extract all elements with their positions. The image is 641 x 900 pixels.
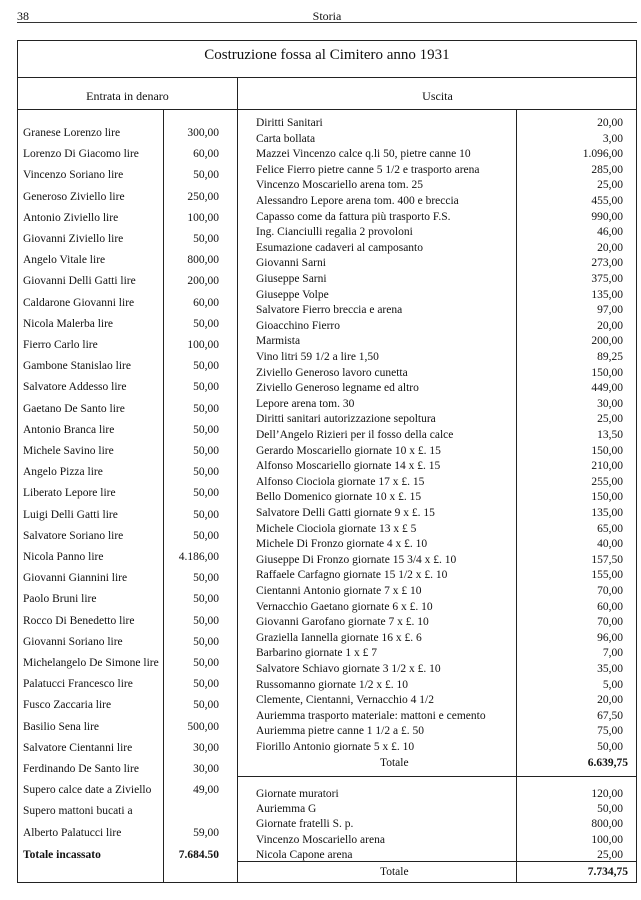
expense2-row [256, 817, 631, 832]
income-row [23, 358, 231, 375]
expense-row-amount: 449,00 [591, 382, 623, 395]
income-row-amount: 60,00 [193, 148, 219, 161]
expense-row-name: Alfonso Moscariello giornate 14 x £. 15 [256, 460, 441, 473]
expense-row-amount: 96,00 [597, 631, 623, 644]
income-row-amount: 50,00 [193, 402, 219, 415]
expense-row-name: Ziviello Generoso lavoro cunetta [256, 366, 408, 379]
expense-row-name: Michele Di Fronzo giornate 4 x £. 10 [256, 538, 428, 551]
income-row-name: Salvatore Cientanni lire [23, 741, 133, 754]
expense-row-amount: 255,00 [591, 475, 623, 488]
income-row-name: Vincenzo Soriano lire [23, 169, 124, 182]
expense2-row-amount: 50,00 [597, 803, 623, 816]
expense2-row-amount: 120,00 [591, 788, 623, 800]
expense2-row-name: Giornate muratori [256, 788, 339, 800]
income-row [23, 443, 231, 460]
income-row-amount: 30,00 [193, 763, 219, 775]
income-row-name: Giovanni Ziviello lire [23, 233, 124, 245]
income-row-amount: 4.186,00 [178, 551, 219, 563]
expense2-row [256, 787, 631, 802]
income-row-amount: 50,00 [193, 678, 219, 691]
income-row [23, 740, 231, 757]
expense-row-name: Esumazione cadaveri al camposanto [256, 241, 423, 254]
income-row-name: Paolo Bruni lire [23, 593, 97, 606]
expense-row-amount: 455,00 [591, 195, 623, 207]
income-row [23, 697, 231, 714]
income-row-name: Fierro Carlo lire [23, 339, 98, 351]
expense-row [256, 709, 631, 724]
expense-row [256, 163, 631, 178]
expense-row-amount: 135,00 [591, 507, 623, 519]
expense-row [256, 522, 631, 537]
income-row [23, 401, 231, 418]
income-row [23, 337, 231, 354]
income-row-amount: 50,00 [193, 317, 219, 330]
expense-row [256, 412, 631, 427]
expense-row-name: Vernacchio Gaetano giornate 6 x £. 10 [256, 600, 433, 613]
income-row [23, 761, 231, 778]
expense-row-amount: 70,00 [597, 585, 623, 597]
expense-row-amount: 155,00 [591, 569, 623, 582]
expense2-total-label: Totale [380, 866, 409, 878]
expense-header-rule [237, 109, 636, 110]
income-row-amount: 500,00 [187, 720, 219, 733]
expense-row-amount: 1.096,00 [582, 148, 623, 161]
expense-row [256, 600, 631, 615]
income-header-rule [18, 109, 237, 110]
income-header: Entrata in denaro [86, 89, 169, 103]
expense-row-name: Ziviello Generoso legname ed altro [256, 382, 419, 395]
income-row-name: Michele Savino lire [23, 445, 114, 457]
expense-row-amount: 20,00 [597, 694, 623, 707]
expense-row-amount: 13,50 [597, 429, 623, 441]
expense-row-name: Alfonso Ciociola giornate 17 x £. 15 [256, 475, 425, 488]
income-total-label: Totale incassato [23, 849, 101, 861]
section-title: Storia [312, 9, 342, 23]
expense-row-amount: 135,00 [591, 288, 623, 301]
income-row-name: Angelo Pizza lire [23, 466, 103, 479]
income-row-name: Gambone Stanislao lire [23, 360, 131, 373]
expense-row-name: Giuseppe Volpe [256, 288, 329, 301]
expense-row-name: Russomanno giornate 1/2 x £. 10 [256, 678, 409, 691]
income-row-amount: 30,00 [193, 741, 219, 754]
expense-row-amount: 46,00 [597, 226, 623, 239]
expense2-total-divider [237, 861, 636, 862]
expense-row-name: Salvatore Fierro breccia e arena [256, 304, 403, 317]
expense2-row-name: Giornate fratelli S. p. [256, 818, 354, 831]
expense-row [256, 428, 631, 443]
expense-row-amount: 3,00 [602, 132, 623, 145]
income-total-row [23, 847, 231, 864]
expense-total-label: Totale [380, 757, 409, 769]
expense2-row [256, 802, 631, 817]
income-row-amount: 49,00 [193, 784, 219, 797]
title-divider [18, 77, 636, 78]
expense-row-amount: 990,00 [591, 210, 623, 223]
income-row-name: Luigi Delli Gatti lire [23, 508, 118, 521]
expense-row-amount: 273,00 [591, 257, 623, 270]
income-row-amount: 800,00 [187, 254, 219, 267]
income-row-amount: 50,00 [193, 635, 219, 648]
income-row-name: Michelangelo De Simone lire [23, 657, 159, 669]
expense-row [256, 178, 631, 193]
expense-row-amount: 40,00 [597, 538, 623, 551]
income-row-name: Giovanni Soriano lire [23, 635, 123, 648]
expense-row [256, 303, 631, 318]
expense-row [256, 366, 631, 381]
expense-row-amount: 25,00 [597, 413, 623, 426]
expense2-row [256, 833, 631, 848]
income-row-name: Angelo Vitale lire [23, 254, 106, 267]
expense-row-name: Graziella Iannella giornate 16 x £. 6 [256, 631, 422, 644]
expense-row [256, 490, 631, 505]
expense-row-name: Giovanni Garofano giornate 7 x £. 10 [256, 616, 429, 629]
expense-row [256, 210, 631, 225]
table-title: Costruzione fossa al Cimitero anno 1931 [204, 47, 450, 63]
income-row [23, 231, 231, 248]
income-row-amount: 59,00 [193, 826, 219, 839]
expense2-row-amount: 800,00 [591, 818, 623, 831]
expense-row-amount: 150,00 [591, 491, 623, 504]
expense-row [256, 225, 631, 240]
income-row [23, 719, 231, 736]
header-rule [17, 22, 637, 23]
income-row [23, 379, 231, 396]
expense-row-name: Vincenzo Moscariello arena tom. 25 [256, 179, 423, 192]
expense-row-name: Giuseppe Sarni [256, 273, 327, 285]
expense-row-amount: 25,00 [597, 179, 623, 192]
income-row-name: Caldarone Giovanni lire [23, 296, 135, 309]
expense-row-name: Gioacchino Fierro [256, 319, 340, 332]
income-row [23, 803, 231, 820]
expense2-row-name: Auriemma G [256, 803, 317, 816]
income-row-amount: 50,00 [193, 593, 219, 606]
expense-total-amount: 6.639,75 [587, 757, 628, 769]
expense-row-name: Carta bollata [256, 132, 316, 145]
expense2-row-name: Nicola Capone arena [256, 848, 353, 861]
expense-row-name: Ing. Cianciulli regalia 2 provoloni [256, 226, 413, 239]
income-row [23, 422, 231, 439]
expense-row-amount: 30,00 [597, 397, 623, 410]
expense-row [256, 334, 631, 349]
income-row-amount: 50,00 [193, 423, 219, 436]
expense-row [256, 116, 631, 131]
expense-row [256, 678, 631, 693]
income-row-name: Ferdinando De Santo lire [23, 763, 139, 775]
income-row [23, 613, 231, 630]
expense-row [256, 631, 631, 646]
expense-row [256, 740, 631, 755]
income-row [23, 252, 231, 269]
income-row [23, 782, 231, 799]
income-row-name: Fusco Zaccaria lire [23, 699, 112, 712]
income-row-name: Gaetano De Santo lire [23, 402, 125, 415]
income-row-name: Giovanni Giannini lire [23, 572, 128, 585]
expense-row-amount: 50,00 [597, 741, 623, 753]
income-row [23, 295, 231, 312]
income-row-name: Salvatore Soriano lire [23, 529, 124, 542]
expense-row [256, 319, 631, 334]
expense-row-amount: 97,00 [597, 304, 623, 317]
income-row-amount: 300,00 [187, 127, 219, 139]
income-row [23, 125, 231, 142]
expense2-total-amount: 7.734,75 [587, 866, 628, 878]
income-row [23, 634, 231, 651]
income-row-name: Antonio Branca lire [23, 423, 115, 436]
income-row-amount: 50,00 [193, 169, 219, 182]
expense-row-name: Salvatore Delli Gatti giornate 9 x £. 15 [256, 507, 435, 519]
expense-row-amount: 20,00 [597, 241, 623, 254]
income-row [23, 485, 231, 502]
expense-row [256, 272, 631, 287]
income-row [23, 273, 231, 290]
expense-row-name: Clemente, Cientanni, Vernacchio 4 1/2 [256, 694, 434, 707]
expense-row-amount: 150,00 [591, 366, 623, 379]
expense-row [256, 537, 631, 552]
expense-row-amount: 65,00 [597, 522, 623, 535]
expense-row [256, 506, 631, 521]
expense-row [256, 350, 631, 365]
income-row [23, 507, 231, 524]
income-row-name: Nicola Panno lire [23, 551, 104, 563]
expense-row-amount: 70,00 [597, 616, 623, 629]
income-row-name: Granese Lorenzo lire [23, 127, 121, 139]
expense2-row-amount: 25,00 [597, 848, 623, 861]
income-row-amount: 50,00 [193, 529, 219, 542]
expense-row-amount: 60,00 [597, 600, 623, 613]
expense-row-name: Mazzei Vincenzo calce q.li 50, pietre canne 10 [256, 148, 471, 161]
income-row [23, 570, 231, 587]
income-row-name: Basilio Sena lire [23, 720, 100, 733]
ledger-table [17, 40, 637, 883]
expense-row-name: Vino litri 59 1/2 a lire 1,50 [256, 351, 379, 363]
expense-row-name: Raffaele Carfagno giornate 15 1/2 x £. 10 [256, 569, 448, 582]
income-row-amount: 100,00 [187, 339, 219, 351]
expense-row-amount: 7,00 [602, 647, 623, 660]
expense-row-amount: 157,50 [591, 553, 623, 566]
income-row-name: Nicola Malerba lire [23, 317, 114, 330]
income-row-amount: 200,00 [187, 275, 219, 288]
income-row [23, 549, 231, 566]
income-total-amount: 7.684.50 [178, 849, 219, 861]
expense-row [256, 615, 631, 630]
income-row-amount: 50,00 [193, 657, 219, 669]
income-row-name: Salvatore Addesso lire [23, 381, 127, 394]
income-row [23, 655, 231, 672]
expense-row-name: Auriemma trasporto materiale: mattoni e cemento [256, 709, 486, 722]
expense-row-name: Giuseppe Di Fronzo giornate 15 3/4 x £. 10 [256, 553, 457, 566]
page-number: 38 [17, 9, 29, 23]
expense-row-amount: 210,00 [591, 460, 623, 473]
expense-row-amount: 20,00 [597, 117, 623, 129]
expense-total-divider [237, 776, 636, 777]
expense-row-amount: 200,00 [591, 335, 623, 348]
income-row-amount: 50,00 [193, 508, 219, 521]
income-row-amount: 100,00 [187, 211, 219, 224]
income-row-amount: 50,00 [193, 233, 219, 245]
expense-row [256, 241, 631, 256]
income-row [23, 189, 231, 206]
expense-row-amount: 375,00 [591, 273, 623, 285]
expense-row [256, 256, 631, 271]
income-row-name: Antonio Ziviello lire [23, 211, 119, 224]
expense-row [256, 147, 631, 162]
income-row [23, 591, 231, 608]
income-row-name: Giovanni Delli Gatti lire [23, 275, 136, 288]
expense-row-name: Salvatore Schiavo giornate 3 1/2 x £. 10 [256, 663, 441, 675]
income-row-amount: 50,00 [193, 381, 219, 394]
income-row-amount: 50,00 [193, 614, 219, 627]
expense-row-amount: 5,00 [602, 678, 623, 691]
expense2-row-name: Vincenzo Moscariello arena [256, 833, 385, 846]
income-row-amount: 50,00 [193, 487, 219, 500]
income-row-amount: 50,00 [193, 445, 219, 457]
expense-row [256, 693, 631, 708]
expense-row-name: Diritti sanitari autorizzazione sepoltura [256, 413, 436, 426]
income-row [23, 167, 231, 184]
expense-row-amount: 75,00 [597, 725, 623, 738]
expense-row-name: Barbarino giornate 1 x £ 7 [256, 647, 378, 660]
income-row-amount: 50,00 [193, 360, 219, 373]
income-row [23, 676, 231, 693]
expense-row-amount: 285,00 [591, 163, 623, 176]
expense-row [256, 662, 631, 677]
expense-row-amount: 20,00 [597, 319, 623, 332]
income-row-name: Supero calce date a Ziviello [23, 784, 152, 797]
expense-row-name: Giovanni Sarni [256, 257, 326, 270]
income-row-name: Liberato Lepore lire [23, 487, 116, 500]
column-divider [237, 77, 238, 882]
expense-row [256, 568, 631, 583]
income-row-amount: 50,00 [193, 699, 219, 712]
income-row [23, 825, 231, 842]
expense-row [256, 132, 631, 147]
expense-row [256, 646, 631, 661]
expense-row [256, 475, 631, 490]
expense-row-name: Alessandro Lepore arena tom. 400 e breccia [256, 195, 459, 207]
expense-row [256, 553, 631, 568]
income-row-name: Lorenzo Di Giacomo lire [23, 148, 139, 161]
income-row-amount: 50,00 [193, 466, 219, 479]
expense-row [256, 288, 631, 303]
expense-row-name: Bello Domenico giornate 10 x £. 15 [256, 491, 422, 504]
income-row [23, 464, 231, 481]
expense-row-name: Auriemma pietre canne 1 1/2 a £. 50 [256, 725, 424, 738]
expense-row [256, 444, 631, 459]
income-row-amount: 50,00 [193, 572, 219, 585]
expense-row-name: Capasso come da fattura più trasporto F.S. [256, 210, 451, 223]
income-row-name: Rocco Di Benedetto lire [23, 614, 135, 627]
expense2-row-amount: 100,00 [591, 833, 623, 846]
expense-row-amount: 89,25 [597, 351, 623, 363]
income-row [23, 528, 231, 545]
expense-row-name: Felice Fierro pietre canne 5 1/2 e trasporto arena [256, 163, 480, 176]
expense-row [256, 584, 631, 599]
income-row [23, 146, 231, 163]
income-row-name: Palatucci Francesco lire [23, 678, 133, 691]
expense-row-name: Gerardo Moscariello giornate 10 x £. 15 [256, 444, 441, 457]
expense-row [256, 397, 631, 412]
expense-row [256, 459, 631, 474]
expense-row-name: Michele Ciociola giornate 13 x £ 5 [256, 522, 417, 535]
expense-row-amount: 150,00 [591, 444, 623, 457]
income-row-name: Alberto Palatucci lire [23, 826, 122, 839]
expense-row [256, 381, 631, 396]
expense-header: Uscita [422, 89, 453, 103]
expense-row-name: Lepore arena tom. 30 [256, 397, 355, 410]
expense-row-amount: 35,00 [597, 663, 623, 675]
expense-row-name: Marmista [256, 335, 301, 348]
expense-row [256, 724, 631, 739]
income-row-name: Generoso Ziviello lire [23, 190, 125, 203]
income-row-amount: 250,00 [187, 190, 219, 203]
expense-row-name: Dell’Angelo Rizieri per il fosso della calce [256, 429, 454, 441]
expense-row-name: Diritti Sanitari [256, 117, 323, 129]
expense-row [256, 194, 631, 209]
income-row [23, 316, 231, 333]
income-row-name: Supero mattoni bucati a [23, 805, 133, 818]
income-row-amount: 60,00 [193, 296, 219, 309]
expense-row-name: Cientanni Antonio giornate 7 x £ 10 [256, 585, 422, 597]
expense-row-name: Fiorillo Antonio giornate 5 x £. 10 [256, 741, 415, 753]
income-row [23, 210, 231, 227]
expense-row-amount: 67,50 [597, 709, 623, 722]
